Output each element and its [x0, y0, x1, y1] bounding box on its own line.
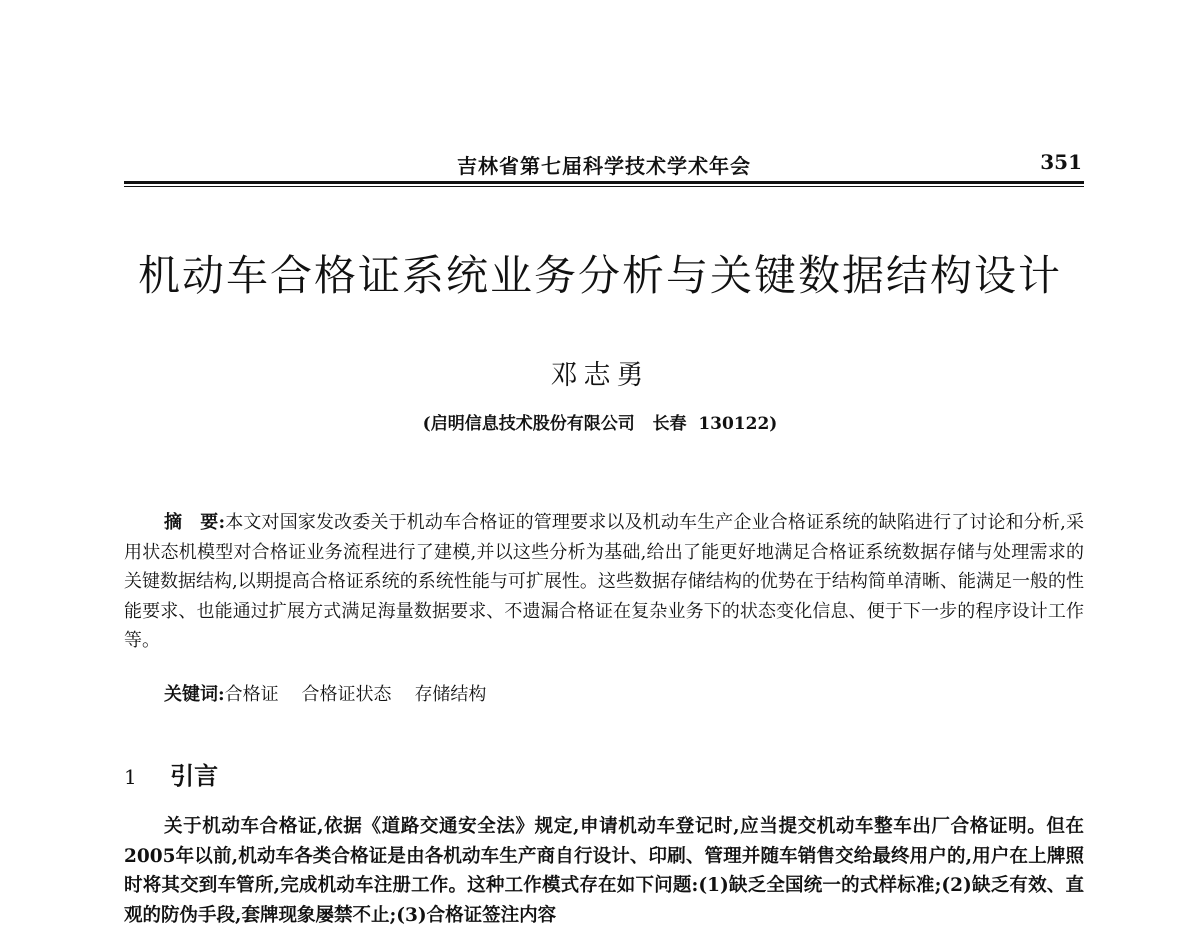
page-number: 351: [1040, 150, 1082, 174]
abstract-label: 摘 要:: [164, 512, 226, 533]
affiliation-postcode: 130122): [698, 414, 778, 434]
section-number: 1: [124, 765, 137, 789]
affiliation-city: 长春: [652, 414, 687, 434]
header-rule-thin: [124, 186, 1084, 187]
running-title: 吉林省第七届科学技术学术年会: [457, 154, 751, 178]
affiliation-org: (启明信息技术股份有限公司: [422, 414, 635, 434]
running-header: [124, 150, 1084, 184]
abstract-text: 本文对国家发改委关于机动车合格证的管理要求以及机动车生产企业合格证系统的缺陷进行了讨论和分析,采用状态机模型对合格证业务流程进行了建模,并以这些分析为基础,给出了能更好地满足合格证系统数据存储与处理需求的关键数据结构,以期提高合格证系统的系统性能与可扩展性。这些数据存储结构的优势在于结构简单清晰、能满足一般的性能要求、也能通过扩展方式满足海量数据要求、不遗漏合格证在复杂业务下的状态变化信息、便于下一步的程序设计工作等。: [124, 512, 1084, 651]
abstract: [124, 508, 1084, 656]
keyword-item: 存储结构: [414, 684, 487, 705]
keywords-label: 关键词:: [164, 684, 225, 705]
section-heading: [124, 760, 218, 793]
section-title: 引言: [170, 761, 219, 790]
body-paragraph: 关于机动车合格证,依据《道路交通安全法》规定,申请机动车登记时,应当提交机动车整车出厂合格证明。但在2005年以前,机动车各类合格证是由各机动车生产商自行设计、印刷、管理并随车销售交给最终用户的,用户在上牌照时将其交到车管所,完成机动车注册工作。这种工作模式存在如下问题:(1)缺乏全国统一的式样标准;(2)缺乏有效、直观的防伪手段,套牌现象屡禁不止;(3)合格证签注内容: [124, 816, 1084, 926]
header-rule: [124, 181, 1084, 184]
paper-title: 机动车合格证系统业务分析与关键数据结构设计: [137, 251, 1062, 300]
affiliation: [0, 412, 1200, 436]
author: 邓志勇: [550, 360, 650, 391]
keyword-item: 合格证状态: [301, 684, 392, 705]
keyword-item: 合格证: [224, 684, 279, 705]
keywords: [164, 680, 1084, 710]
